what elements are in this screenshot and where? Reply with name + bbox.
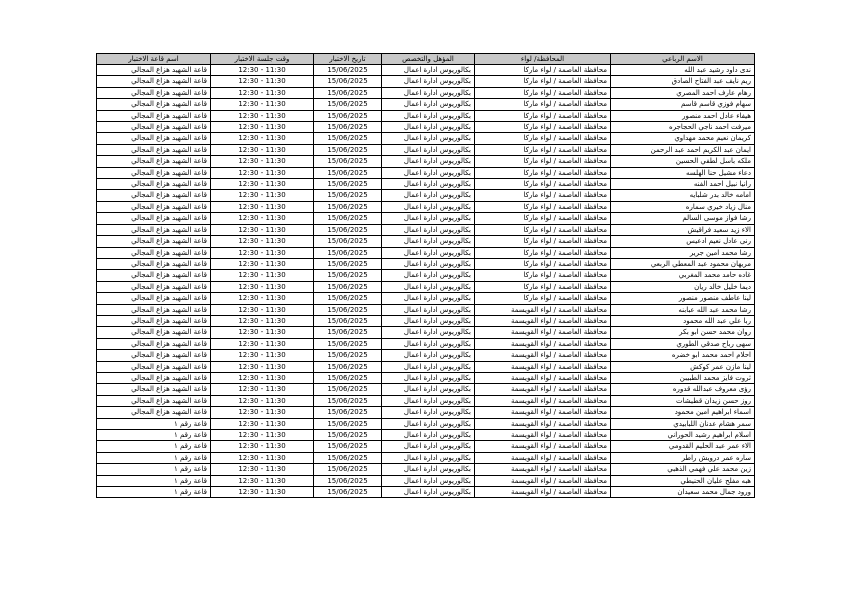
cell-full-name: ندى داود رشيد عبد الله — [611, 65, 755, 76]
table-row — [97, 179, 755, 190]
table-row — [97, 236, 755, 247]
cell-governorate: محافظة العاصمة / لواء القويسمة — [475, 372, 611, 383]
cell-full-name: اسماء ابراهيم امين محمود — [611, 407, 755, 418]
cell-qualification: بكالوريوس ادارة اعمال — [382, 372, 475, 383]
cell-exam-time: 11:30 - 12:30 — [211, 293, 314, 304]
table-row — [97, 65, 755, 76]
cell-qualification: بكالوريوس ادارة اعمال — [382, 361, 475, 372]
cell-full-name: ورود جمال محمد سعيدان — [611, 487, 755, 498]
table-row — [97, 156, 755, 167]
cell-full-name: هيفاء عادل احمد منصور — [611, 110, 755, 121]
cell-exam-date: 15/06/2025 — [314, 201, 382, 212]
cell-exam-time: 11:30 - 12:30 — [211, 179, 314, 190]
cell-qualification: بكالوريوس ادارة اعمال — [382, 190, 475, 201]
cell-exam-hall: قاعة الشهيد هزاع المجالي — [97, 315, 211, 326]
cell-full-name: هبه مفلح عليان الحنيطي — [611, 475, 755, 486]
cell-exam-hall: قاعة الشهيد هزاع المجالي — [97, 395, 211, 406]
cell-exam-date: 15/06/2025 — [314, 213, 382, 224]
cell-qualification: بكالوريوس ادارة اعمال — [382, 247, 475, 258]
cell-exam-hall: قاعة الشهيد هزاع المجالي — [97, 361, 211, 372]
cell-full-name: ميرفت احمد ناجي الحجاجره — [611, 122, 755, 133]
table-row — [97, 372, 755, 383]
cell-exam-time: 11:30 - 12:30 — [211, 99, 314, 110]
cell-qualification: بكالوريوس ادارة اعمال — [382, 407, 475, 418]
cell-exam-date: 15/06/2025 — [314, 144, 382, 155]
table-row — [97, 144, 755, 155]
cell-exam-hall: قاعة الشهيد هزاع المجالي — [97, 327, 211, 338]
table-row — [97, 350, 755, 361]
cell-governorate: محافظة العاصمة / لواء القويسمة — [475, 361, 611, 372]
table-row — [97, 487, 755, 498]
cell-exam-date: 15/06/2025 — [314, 372, 382, 383]
cell-exam-hall: قاعة رقم ١ — [97, 418, 211, 429]
cell-exam-time: 11:30 - 12:30 — [211, 224, 314, 235]
cell-exam-time: 11:30 - 12:30 — [211, 315, 314, 326]
cell-exam-date: 15/06/2025 — [314, 475, 382, 486]
table-body — [97, 65, 755, 498]
cell-exam-time: 11:30 - 12:30 — [211, 350, 314, 361]
cell-exam-hall: قاعة الشهيد هزاع المجالي — [97, 281, 211, 292]
cell-exam-hall: قاعة الشهيد هزاع المجالي — [97, 110, 211, 121]
cell-exam-date: 15/06/2025 — [314, 133, 382, 144]
cell-qualification: بكالوريوس ادارة اعمال — [382, 281, 475, 292]
table-row — [97, 201, 755, 212]
cell-exam-date: 15/06/2025 — [314, 281, 382, 292]
cell-full-name: ريم نايف عبد الفتاح الصادق — [611, 76, 755, 87]
cell-full-name: رشا فواز موسى السالم — [611, 213, 755, 224]
cell-exam-date: 15/06/2025 — [314, 350, 382, 361]
cell-governorate: محافظة العاصمة / لواء القويسمة — [475, 327, 611, 338]
cell-governorate: محافظة العاصمة / لواء ماركا — [475, 213, 611, 224]
cell-full-name: روان محمد حسن ابو بكر — [611, 327, 755, 338]
cell-exam-time: 11:30 - 12:30 — [211, 190, 314, 201]
cell-exam-date: 15/06/2025 — [314, 395, 382, 406]
table-row — [97, 475, 755, 486]
cell-full-name: دعاء مشيل حنا الهلسه — [611, 167, 755, 178]
cell-exam-date: 15/06/2025 — [314, 179, 382, 190]
table-row — [97, 247, 755, 258]
table-row — [97, 122, 755, 133]
cell-full-name: ساره عمر درويش راطر — [611, 452, 755, 463]
cell-exam-time: 11:30 - 12:30 — [211, 167, 314, 178]
cell-exam-hall: قاعة الشهيد هزاع المجالي — [97, 213, 211, 224]
table-row — [97, 384, 755, 395]
cell-exam-time: 11:30 - 12:30 — [211, 156, 314, 167]
cell-exam-date: 15/06/2025 — [314, 304, 382, 315]
cell-governorate: محافظة العاصمة / لواء ماركا — [475, 179, 611, 190]
cell-exam-hall: قاعة الشهيد هزاع المجالي — [97, 179, 211, 190]
cell-full-name: الاء زيد سعيد فراقيش — [611, 224, 755, 235]
cell-exam-date: 15/06/2025 — [314, 236, 382, 247]
header-exam-hall: اسم قاعة الاختبار — [97, 54, 211, 65]
cell-exam-hall: قاعة الشهيد هزاع المجالي — [97, 144, 211, 155]
cell-qualification: بكالوريوس ادارة اعمال — [382, 327, 475, 338]
cell-full-name: رنى عادل نعيم ادعيس — [611, 236, 755, 247]
cell-exam-hall: قاعة الشهيد هزاع المجالي — [97, 76, 211, 87]
cell-qualification: بكالوريوس ادارة اعمال — [382, 156, 475, 167]
table-row — [97, 190, 755, 201]
cell-exam-hall: قاعة الشهيد هزاع المجالي — [97, 133, 211, 144]
cell-exam-hall: قاعة رقم ١ — [97, 464, 211, 475]
cell-qualification: بكالوريوس ادارة اعمال — [382, 65, 475, 76]
cell-qualification: بكالوريوس ادارة اعمال — [382, 201, 475, 212]
table-row — [97, 315, 755, 326]
cell-exam-time: 11:30 - 12:30 — [211, 122, 314, 133]
cell-exam-hall: قاعة الشهيد هزاع المجالي — [97, 122, 211, 133]
cell-exam-time: 11:30 - 12:30 — [211, 144, 314, 155]
cell-qualification: بكالوريوس ادارة اعمال — [382, 87, 475, 98]
cell-exam-date: 15/06/2025 — [314, 418, 382, 429]
cell-governorate: محافظة العاصمة / لواء القويسمة — [475, 452, 611, 463]
cell-exam-hall: قاعة الشهيد هزاع المجالي — [97, 201, 211, 212]
cell-full-name: كريمان نعيم محمد مهداوي — [611, 133, 755, 144]
cell-exam-time: 11:30 - 12:30 — [211, 430, 314, 441]
cell-exam-time: 11:30 - 12:30 — [211, 270, 314, 281]
cell-full-name: رشا محمد امين جرير — [611, 247, 755, 258]
table-row — [97, 293, 755, 304]
cell-qualification: بكالوريوس ادارة اعمال — [382, 122, 475, 133]
cell-exam-date: 15/06/2025 — [314, 167, 382, 178]
cell-qualification: بكالوريوس ادارة اعمال — [382, 418, 475, 429]
table-row — [97, 327, 755, 338]
cell-governorate: محافظة العاصمة / لواء ماركا — [475, 99, 611, 110]
cell-exam-date: 15/06/2025 — [314, 270, 382, 281]
cell-exam-time: 11:30 - 12:30 — [211, 304, 314, 315]
cell-governorate: محافظة العاصمة / لواء القويسمة — [475, 315, 611, 326]
cell-exam-date: 15/06/2025 — [314, 315, 382, 326]
table-row — [97, 395, 755, 406]
cell-exam-date: 15/06/2025 — [314, 407, 382, 418]
cell-qualification: بكالوريوس ادارة اعمال — [382, 236, 475, 247]
table-row — [97, 361, 755, 372]
cell-exam-date: 15/06/2025 — [314, 87, 382, 98]
cell-exam-hall: قاعة رقم ١ — [97, 475, 211, 486]
cell-exam-time: 11:30 - 12:30 — [211, 487, 314, 498]
cell-governorate: محافظة العاصمة / لواء ماركا — [475, 270, 611, 281]
cell-qualification: بكالوريوس ادارة اعمال — [382, 464, 475, 475]
cell-exam-hall: قاعة الشهيد هزاع المجالي — [97, 247, 211, 258]
cell-exam-time: 11:30 - 12:30 — [211, 338, 314, 349]
cell-qualification: بكالوريوس ادارة اعمال — [382, 76, 475, 87]
cell-full-name: سمر هشام عدنان اللبابيدي — [611, 418, 755, 429]
cell-governorate: محافظة العاصمة / لواء القويسمة — [475, 487, 611, 498]
table-row — [97, 224, 755, 235]
cell-exam-hall: قاعة الشهيد هزاع المجالي — [97, 236, 211, 247]
cell-governorate: محافظة العاصمة / لواء ماركا — [475, 110, 611, 121]
cell-exam-time: 11:30 - 12:30 — [211, 418, 314, 429]
cell-qualification: بكالوريوس ادارة اعمال — [382, 179, 475, 190]
cell-exam-time: 11:30 - 12:30 — [211, 76, 314, 87]
cell-full-name: لينا مازن عمر كوكش — [611, 361, 755, 372]
cell-exam-time: 11:30 - 12:30 — [211, 65, 314, 76]
cell-qualification: بكالوريوس ادارة اعمال — [382, 224, 475, 235]
cell-exam-hall: قاعة رقم ١ — [97, 441, 211, 452]
cell-exam-date: 15/06/2025 — [314, 293, 382, 304]
cell-full-name: اسلام ابراهيم رشيد الحوراني — [611, 430, 755, 441]
cell-full-name: لينا عاطف منصور منصور — [611, 293, 755, 304]
cell-exam-time: 11:30 - 12:30 — [211, 475, 314, 486]
cell-governorate: محافظة العاصمة / لواء القويسمة — [475, 441, 611, 452]
cell-exam-hall: قاعة الشهيد هزاع المجالي — [97, 350, 211, 361]
cell-governorate: محافظة العاصمة / لواء ماركا — [475, 190, 611, 201]
table-row — [97, 133, 755, 144]
cell-exam-date: 15/06/2025 — [314, 384, 382, 395]
cell-full-name: احلام احمد محمد ابو خضره — [611, 350, 755, 361]
cell-exam-time: 11:30 - 12:30 — [211, 201, 314, 212]
cell-full-name: سهى رباح صدقي الطوري — [611, 338, 755, 349]
cell-exam-hall: قاعة الشهيد هزاع المجالي — [97, 270, 211, 281]
cell-exam-time: 11:30 - 12:30 — [211, 258, 314, 269]
cell-exam-date: 15/06/2025 — [314, 361, 382, 372]
cell-full-name: منال زياد خيري سماره — [611, 201, 755, 212]
cell-governorate: محافظة العاصمة / لواء القويسمة — [475, 384, 611, 395]
cell-exam-date: 15/06/2025 — [314, 99, 382, 110]
cell-exam-time: 11:30 - 12:30 — [211, 441, 314, 452]
cell-governorate: محافظة العاصمة / لواء ماركا — [475, 258, 611, 269]
cell-exam-date: 15/06/2025 — [314, 224, 382, 235]
cell-exam-time: 11:30 - 12:30 — [211, 327, 314, 338]
cell-governorate: محافظة العاصمة / لواء القويسمة — [475, 395, 611, 406]
cell-exam-hall: قاعة الشهيد هزاع المجالي — [97, 87, 211, 98]
cell-governorate: محافظة العاصمة / لواء ماركا — [475, 156, 611, 167]
cell-exam-date: 15/06/2025 — [314, 452, 382, 463]
exam-schedule-table — [96, 53, 755, 498]
table-row — [97, 418, 755, 429]
cell-full-name: زين محمد علي فهمي الذهبي — [611, 464, 755, 475]
cell-qualification: بكالوريوس ادارة اعمال — [382, 475, 475, 486]
header-row — [97, 54, 755, 65]
cell-exam-hall: قاعة الشهيد هزاع المجالي — [97, 167, 211, 178]
cell-qualification: بكالوريوس ادارة اعمال — [382, 99, 475, 110]
table-row — [97, 281, 755, 292]
cell-governorate: محافظة العاصمة / لواء القويسمة — [475, 430, 611, 441]
cell-exam-date: 15/06/2025 — [314, 190, 382, 201]
cell-exam-hall: قاعة الشهيد هزاع المجالي — [97, 65, 211, 76]
cell-exam-date: 15/06/2025 — [314, 247, 382, 258]
cell-governorate: محافظة العاصمة / لواء ماركا — [475, 87, 611, 98]
cell-governorate: محافظة العاصمة / لواء القويسمة — [475, 464, 611, 475]
cell-full-name: روز حسن زيدان قطيشات — [611, 395, 755, 406]
cell-exam-date: 15/06/2025 — [314, 327, 382, 338]
table-row — [97, 407, 755, 418]
cell-governorate: محافظة العاصمة / لواء القويسمة — [475, 304, 611, 315]
cell-full-name: ايمان عبد الكريم احمد عبد الرحمن — [611, 144, 755, 155]
cell-full-name: رانيا نبيل احمد الفنه — [611, 179, 755, 190]
table-row — [97, 304, 755, 315]
cell-full-name: ثروت فايز محمد الطبيبن — [611, 372, 755, 383]
cell-exam-time: 11:30 - 12:30 — [211, 384, 314, 395]
cell-qualification: بكالوريوس ادارة اعمال — [382, 487, 475, 498]
cell-exam-hall: قاعة الشهيد هزاع المجالي — [97, 384, 211, 395]
cell-exam-time: 11:30 - 12:30 — [211, 110, 314, 121]
cell-governorate: محافظة العاصمة / لواء القويسمة — [475, 407, 611, 418]
cell-exam-time: 11:30 - 12:30 — [211, 361, 314, 372]
table-row — [97, 338, 755, 349]
cell-exam-time: 11:30 - 12:30 — [211, 372, 314, 383]
header-full-name: الاسم الرباعي — [611, 54, 755, 65]
cell-governorate: محافظة العاصمة / لواء ماركا — [475, 236, 611, 247]
cell-qualification: بكالوريوس ادارة اعمال — [382, 213, 475, 224]
header-exam-time: وقت جلسة الاختبار — [211, 54, 314, 65]
cell-exam-hall: قاعة الشهيد هزاع المجالي — [97, 304, 211, 315]
cell-qualification: بكالوريوس ادارة اعمال — [382, 430, 475, 441]
cell-governorate: محافظة العاصمة / لواء القويسمة — [475, 418, 611, 429]
cell-exam-date: 15/06/2025 — [314, 441, 382, 452]
cell-exam-hall: قاعة رقم ١ — [97, 452, 211, 463]
cell-exam-time: 11:30 - 12:30 — [211, 281, 314, 292]
cell-exam-hall: قاعة رقم ١ — [97, 430, 211, 441]
exam-schedule-sheet — [96, 53, 754, 498]
cell-exam-hall: قاعة الشهيد هزاع المجالي — [97, 99, 211, 110]
cell-exam-hall: قاعة الشهيد هزاع المجالي — [97, 156, 211, 167]
table-row — [97, 167, 755, 178]
cell-exam-time: 11:30 - 12:30 — [211, 247, 314, 258]
cell-governorate: محافظة العاصمة / لواء ماركا — [475, 65, 611, 76]
table-row — [97, 270, 755, 281]
cell-governorate: محافظة العاصمة / لواء ماركا — [475, 281, 611, 292]
cell-exam-time: 11:30 - 12:30 — [211, 464, 314, 475]
cell-governorate: محافظة العاصمة / لواء القويسمة — [475, 475, 611, 486]
cell-exam-date: 15/06/2025 — [314, 76, 382, 87]
cell-exam-date: 15/06/2025 — [314, 487, 382, 498]
cell-exam-hall: قاعة رقم ١ — [97, 487, 211, 498]
cell-qualification: بكالوريوس ادارة اعمال — [382, 293, 475, 304]
cell-full-name: رشا محمد عبد الله عبابنه — [611, 304, 755, 315]
cell-governorate: محافظة العاصمة / لواء ماركا — [475, 293, 611, 304]
cell-governorate: محافظة العاصمة / لواء ماركا — [475, 76, 611, 87]
header-qualification: المؤهل والتخصص — [382, 54, 475, 65]
cell-governorate: محافظة العاصمة / لواء القويسمة — [475, 338, 611, 349]
header-exam-date: تاريخ الاختبار — [314, 54, 382, 65]
cell-qualification: بكالوريوس ادارة اعمال — [382, 452, 475, 463]
cell-exam-hall: قاعة الشهيد هزاع المجالي — [97, 372, 211, 383]
cell-exam-hall: قاعة الشهيد هزاع المجالي — [97, 190, 211, 201]
cell-governorate: محافظة العاصمة / لواء ماركا — [475, 167, 611, 178]
cell-qualification: بكالوريوس ادارة اعمال — [382, 167, 475, 178]
cell-full-name: رهام عارف احمد المصري — [611, 87, 755, 98]
cell-exam-hall: قاعة الشهيد هزاع المجالي — [97, 224, 211, 235]
table-row — [97, 87, 755, 98]
cell-exam-hall: قاعة الشهيد هزاع المجالي — [97, 293, 211, 304]
cell-exam-hall: قاعة الشهيد هزاع المجالي — [97, 407, 211, 418]
cell-qualification: بكالوريوس ادارة اعمال — [382, 395, 475, 406]
cell-exam-date: 15/06/2025 — [314, 110, 382, 121]
cell-exam-date: 15/06/2025 — [314, 156, 382, 167]
table-row — [97, 452, 755, 463]
cell-exam-time: 11:30 - 12:30 — [211, 213, 314, 224]
cell-full-name: الاء عمر عبد الحليم القدومي — [611, 441, 755, 452]
cell-exam-date: 15/06/2025 — [314, 122, 382, 133]
cell-qualification: بكالوريوس ادارة اعمال — [382, 304, 475, 315]
table-row — [97, 213, 755, 224]
table-row — [97, 464, 755, 475]
table-row — [97, 430, 755, 441]
cell-full-name: امامه خالد بدر شلبايه — [611, 190, 755, 201]
cell-exam-date: 15/06/2025 — [314, 430, 382, 441]
cell-exam-date: 15/06/2025 — [314, 338, 382, 349]
cell-qualification: بكالوريوس ادارة اعمال — [382, 350, 475, 361]
cell-exam-date: 15/06/2025 — [314, 464, 382, 475]
cell-exam-time: 11:30 - 12:30 — [211, 452, 314, 463]
cell-qualification: بكالوريوس ادارة اعمال — [382, 110, 475, 121]
cell-full-name: ديما خليل خالد ريان — [611, 281, 755, 292]
cell-full-name: رؤى معروف عبدالله قدوره — [611, 384, 755, 395]
cell-exam-time: 11:30 - 12:30 — [211, 236, 314, 247]
cell-exam-hall: قاعة الشهيد هزاع المجالي — [97, 258, 211, 269]
cell-qualification: بكالوريوس ادارة اعمال — [382, 270, 475, 281]
cell-full-name: سهام فوزي قاسم قاسم — [611, 99, 755, 110]
cell-governorate: محافظة العاصمة / لواء القويسمة — [475, 350, 611, 361]
header-governorate: المحافظة/ لواء — [475, 54, 611, 65]
cell-exam-date: 15/06/2025 — [314, 65, 382, 76]
cell-governorate: محافظة العاصمة / لواء ماركا — [475, 224, 611, 235]
cell-exam-hall: قاعة الشهيد هزاع المجالي — [97, 338, 211, 349]
cell-governorate: محافظة العاصمة / لواء ماركا — [475, 201, 611, 212]
cell-full-name: مريهان محمود عبد المعطي الربعي — [611, 258, 755, 269]
cell-qualification: بكالوريوس ادارة اعمال — [382, 441, 475, 452]
cell-exam-time: 11:30 - 12:30 — [211, 87, 314, 98]
cell-qualification: بكالوريوس ادارة اعمال — [382, 338, 475, 349]
cell-full-name: ملكه باسل لطفي الحسين — [611, 156, 755, 167]
table-row — [97, 110, 755, 121]
table-row — [97, 76, 755, 87]
cell-exam-time: 11:30 - 12:30 — [211, 407, 314, 418]
cell-governorate: محافظة العاصمة / لواء ماركا — [475, 144, 611, 155]
table-row — [97, 441, 755, 452]
cell-exam-time: 11:30 - 12:30 — [211, 395, 314, 406]
cell-full-name: ربا علي عبد الله محمود — [611, 315, 755, 326]
cell-qualification: بكالوريوس ادارة اعمال — [382, 144, 475, 155]
cell-governorate: محافظة العاصمة / لواء ماركا — [475, 122, 611, 133]
cell-qualification: بكالوريوس ادارة اعمال — [382, 258, 475, 269]
cell-qualification: بكالوريوس ادارة اعمال — [382, 133, 475, 144]
cell-exam-date: 15/06/2025 — [314, 258, 382, 269]
cell-governorate: محافظة العاصمة / لواء ماركا — [475, 247, 611, 258]
cell-qualification: بكالوريوس ادارة اعمال — [382, 384, 475, 395]
cell-qualification: بكالوريوس ادارة اعمال — [382, 315, 475, 326]
cell-full-name: غاده حامد محمد المغربي — [611, 270, 755, 281]
table-row — [97, 99, 755, 110]
table-row — [97, 258, 755, 269]
cell-governorate: محافظة العاصمة / لواء ماركا — [475, 133, 611, 144]
cell-exam-time: 11:30 - 12:30 — [211, 133, 314, 144]
